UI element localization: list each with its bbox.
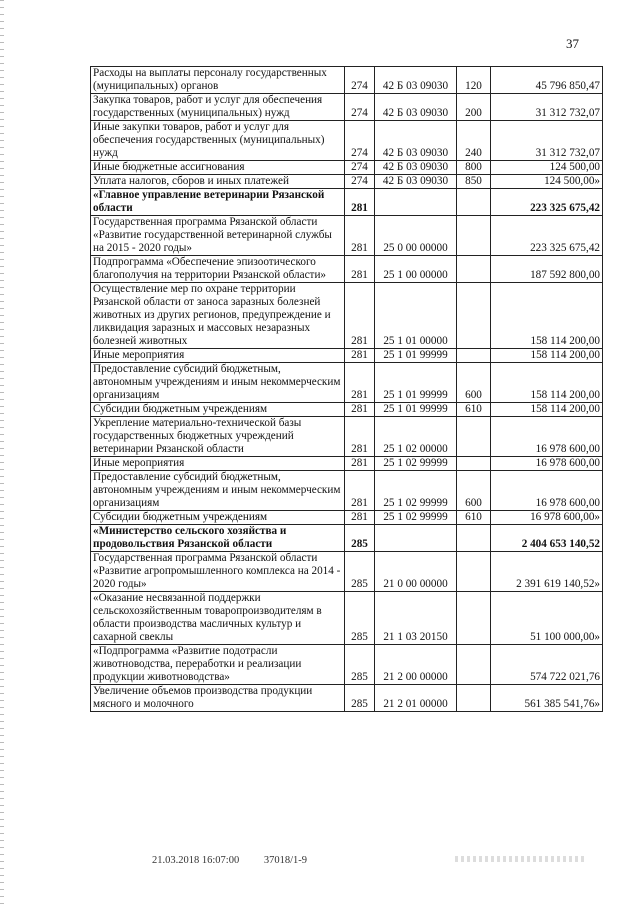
row-vr: 120 — [457, 67, 491, 94]
row-article: 21 2 01 00000 — [375, 685, 457, 712]
row-vr — [457, 685, 491, 712]
row-name: Уплата налогов, сборов и иных платежей — [91, 175, 345, 189]
row-article: 21 0 00 00000 — [375, 552, 457, 592]
row-article: 21 1 03 20150 — [375, 592, 457, 645]
row-article: 42 Б 03 09030 — [375, 94, 457, 121]
row-vr — [457, 216, 491, 256]
row-org: 274 — [345, 121, 375, 161]
footer-code: 37018/1-9 — [263, 855, 308, 866]
row-amount: 158 114 200,00 — [491, 283, 603, 349]
table-row — [91, 511, 603, 525]
page-number: 37 — [566, 36, 579, 51]
table-row — [91, 552, 603, 592]
row-article — [375, 189, 457, 216]
row-org: 281 — [345, 457, 375, 471]
table-row — [91, 592, 603, 645]
row-vr: 850 — [457, 175, 491, 189]
row-org: 274 — [345, 161, 375, 175]
row-name: Предоставление субсидий бюджетным, автономным учреждениям и иным некоммерческим организациям — [91, 363, 345, 403]
row-org: 281 — [345, 417, 375, 457]
row-amount: 124 500,00» — [491, 175, 603, 189]
table-row — [91, 417, 603, 457]
row-vr: 800 — [457, 161, 491, 175]
row-name: Осуществление мер по охране территории Рязанской области от заноса заразных болезней животных из других регионов, предупреждение и ликвидация заразных и массовых незаразных болезней животных — [91, 283, 345, 349]
row-org: 285 — [345, 685, 375, 712]
row-article: 25 1 00 00000 — [375, 256, 457, 283]
row-name: «Подпрограмма «Развитие подотрасли животноводства, переработки и реализации продукции животноводства» — [91, 645, 345, 685]
row-name: «Главное управление ветеринарии Рязанской области — [91, 189, 345, 216]
row-amount: 45 796 850,47 — [491, 67, 603, 94]
row-name: «Министерство сельского хозяйства и продовольствия Рязанской области — [91, 525, 345, 552]
row-name: «Оказание несвязанной поддержки сельскохозяйственным товаропроизводителям в области производства масличных культур и сахарной свеклы — [91, 592, 345, 645]
row-vr — [457, 283, 491, 349]
row-org: 281 — [345, 256, 375, 283]
row-vr — [457, 552, 491, 592]
row-amount: 124 500,00 — [491, 161, 603, 175]
row-org: 274 — [345, 67, 375, 94]
row-vr — [457, 349, 491, 363]
row-name: Субсидии бюджетным учреждениям — [91, 511, 345, 525]
row-org: 281 — [345, 363, 375, 403]
faint-marks — [455, 856, 585, 862]
table-row — [91, 216, 603, 256]
row-name: Иные закупки товаров, работ и услуг для обеспечения государственных (муниципальных) нужд — [91, 121, 345, 161]
table-row — [91, 189, 603, 216]
row-article — [375, 525, 457, 552]
row-amount: 561 385 541,76» — [491, 685, 603, 712]
footer-datetime: 21.03.2018 16:07:00 — [152, 855, 240, 866]
row-name: Государственная программа Рязанской области «Развитие агропромышленного комплекса на 2014 - 2020 годы» — [91, 552, 345, 592]
row-vr: 240 — [457, 121, 491, 161]
row-article: 42 Б 03 09030 — [375, 175, 457, 189]
row-amount: 158 114 200,00 — [491, 403, 603, 417]
row-name: Подпрограмма «Обеспечение эпизоотического благополучия на территории Рязанской области» — [91, 256, 345, 283]
row-org: 281 — [345, 216, 375, 256]
row-name: Увеличение объемов производства продукции мясного и молочного — [91, 685, 345, 712]
row-vr: 610 — [457, 403, 491, 417]
row-article: 25 1 01 99999 — [375, 403, 457, 417]
row-org: 281 — [345, 349, 375, 363]
row-amount: 574 722 021,76 — [491, 645, 603, 685]
row-article: 25 1 01 99999 — [375, 349, 457, 363]
row-article: 42 Б 03 09030 — [375, 67, 457, 94]
row-amount: 158 114 200,00 — [491, 363, 603, 403]
row-article: 42 Б 03 09030 — [375, 121, 457, 161]
row-amount: 16 978 600,00 — [491, 471, 603, 511]
row-vr — [457, 457, 491, 471]
row-org: 285 — [345, 552, 375, 592]
row-org: 274 — [345, 175, 375, 189]
row-vr — [457, 645, 491, 685]
table-row — [91, 121, 603, 161]
row-amount: 16 978 600,00 — [491, 457, 603, 471]
row-org: 281 — [345, 189, 375, 216]
row-org: 285 — [345, 525, 375, 552]
table-row — [91, 175, 603, 189]
row-name: Закупка товаров, работ и услуг для обеспечения государственных (муниципальных) нужд — [91, 94, 345, 121]
row-name: Предоставление субсидий бюджетным, автономным учреждениям и иным некоммерческим организациям — [91, 471, 345, 511]
row-name: Государственная программа Рязанской области «Развитие государственной ветеринарной службы на 2015 - 2020 годы» — [91, 216, 345, 256]
row-article: 25 1 01 99999 — [375, 363, 457, 403]
row-org: 281 — [345, 283, 375, 349]
table-row — [91, 67, 603, 94]
row-vr: 200 — [457, 94, 491, 121]
row-name: Иные мероприятия — [91, 349, 345, 363]
row-amount: 223 325 675,42 — [491, 216, 603, 256]
row-name: Расходы на выплаты персоналу государственных (муниципальных) органов — [91, 67, 345, 94]
row-vr: 610 — [457, 511, 491, 525]
table-row — [91, 471, 603, 511]
row-amount: 187 592 800,00 — [491, 256, 603, 283]
table-row — [91, 256, 603, 283]
row-amount: 2 391 619 140,52» — [491, 552, 603, 592]
row-amount: 16 978 600,00» — [491, 511, 603, 525]
footer-stamp — [152, 855, 329, 866]
table-row — [91, 349, 603, 363]
row-amount: 51 100 000,00» — [491, 592, 603, 645]
row-article: 42 Б 03 09030 — [375, 161, 457, 175]
row-amount: 2 404 653 140,52 — [491, 525, 603, 552]
row-amount: 223 325 675,42 — [491, 189, 603, 216]
row-article: 25 1 02 99999 — [375, 471, 457, 511]
row-org: 274 — [345, 94, 375, 121]
row-article: 25 1 02 00000 — [375, 417, 457, 457]
table-row — [91, 94, 603, 121]
row-article: 21 2 00 00000 — [375, 645, 457, 685]
row-vr — [457, 256, 491, 283]
row-name: Иные бюджетные ассигнования — [91, 161, 345, 175]
scan-edge-marks — [0, 0, 4, 905]
row-amount: 31 312 732,07 — [491, 94, 603, 121]
row-article: 25 1 02 99999 — [375, 457, 457, 471]
row-article: 25 1 01 00000 — [375, 283, 457, 349]
row-org: 285 — [345, 645, 375, 685]
row-vr: 600 — [457, 363, 491, 403]
row-article: 25 0 00 00000 — [375, 216, 457, 256]
table-row — [91, 525, 603, 552]
row-amount: 158 114 200,00 — [491, 349, 603, 363]
row-org: 281 — [345, 403, 375, 417]
table-row — [91, 161, 603, 175]
row-article: 25 1 02 99999 — [375, 511, 457, 525]
row-vr — [457, 417, 491, 457]
row-name: Иные мероприятия — [91, 457, 345, 471]
row-name: Субсидии бюджетным учреждениям — [91, 403, 345, 417]
table-row — [91, 403, 603, 417]
row-name: Укрепление материально-технической базы государственных бюджетных учреждений ветеринарии Рязанской области — [91, 417, 345, 457]
row-vr — [457, 525, 491, 552]
row-amount: 31 312 732,07 — [491, 121, 603, 161]
table-row — [91, 283, 603, 349]
row-vr: 600 — [457, 471, 491, 511]
table-row — [91, 645, 603, 685]
row-vr — [457, 592, 491, 645]
table-row — [91, 685, 603, 712]
row-vr — [457, 189, 491, 216]
budget-table — [90, 66, 603, 712]
row-org: 281 — [345, 471, 375, 511]
row-amount: 16 978 600,00 — [491, 417, 603, 457]
row-org: 281 — [345, 511, 375, 525]
row-org: 285 — [345, 592, 375, 645]
table-row — [91, 457, 603, 471]
table-row — [91, 363, 603, 403]
